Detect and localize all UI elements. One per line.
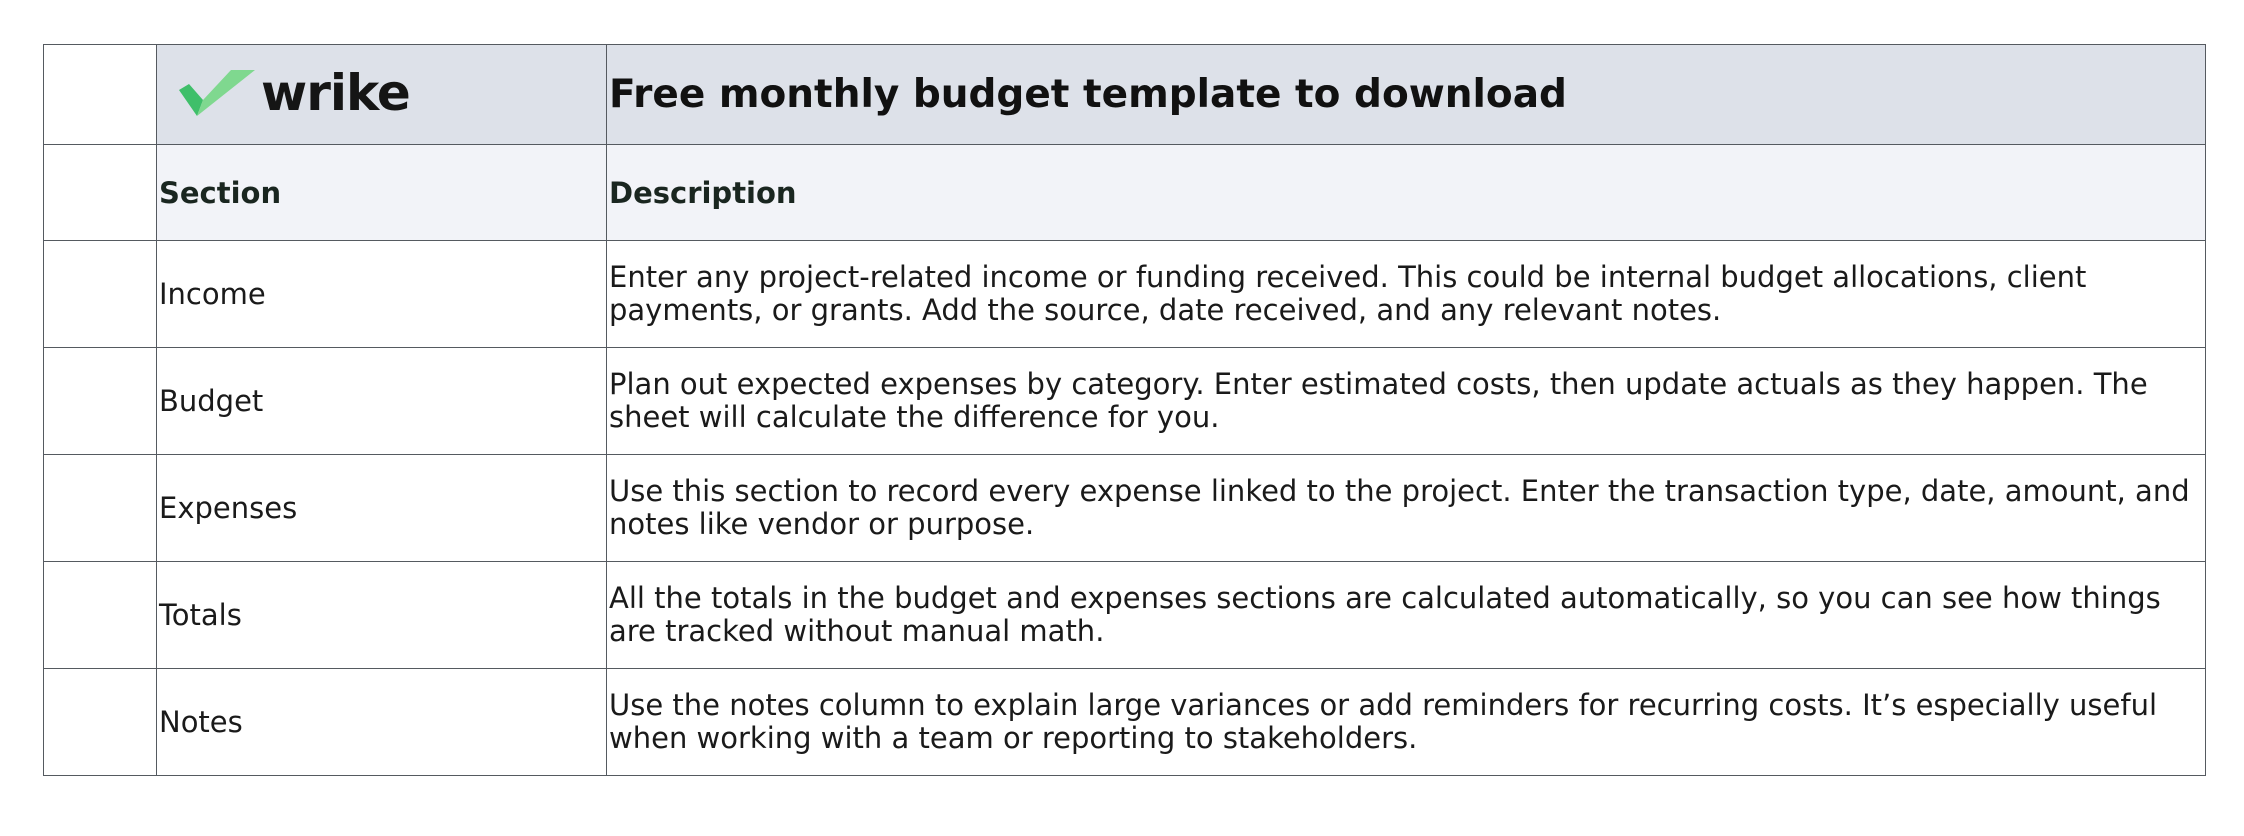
description-cell[interactable] [607, 562, 2206, 669]
title-cell[interactable] [607, 45, 2206, 145]
table-row [44, 241, 2206, 348]
section-name: Income [159, 277, 266, 311]
section-description: Use the notes column to explain large variances or add reminders for recurring costs. It’s especially useful when working with a team or reporting to stakeholders. [609, 688, 2158, 755]
page-title: Free monthly budget template to download [609, 72, 1567, 117]
section-description: Enter any project-related income or funding received. This could be internal budget allocations, client payments, or grants. Add the source, date received, and any relevant notes. [609, 260, 2087, 327]
row-gutter-cell[interactable] [44, 45, 157, 145]
section-cell[interactable] [157, 562, 607, 669]
budget-template-table [43, 44, 2206, 776]
column-header-description[interactable] [607, 145, 2206, 241]
section-name: Notes [159, 705, 243, 739]
section-cell[interactable] [157, 669, 607, 776]
description-cell[interactable] [607, 348, 2206, 455]
table-row [44, 348, 2206, 455]
section-description: All the totals in the budget and expenses sections are calculated automatically, so you can see how things are tracked without manual math. [609, 581, 2161, 648]
section-description: Plan out expected expenses by category. Enter estimated costs, then update actuals as they happen. The sheet will calculate the difference for you. [609, 367, 2148, 434]
row-gutter-cell[interactable] [44, 455, 157, 562]
section-description: Use this section to record every expense linked to the project. Enter the transaction type, date, amount, and notes like vendor or purpose. [609, 474, 2190, 541]
section-cell[interactable] [157, 241, 607, 348]
row-gutter-cell[interactable] [44, 145, 157, 241]
wrike-wordmark: wrike [261, 63, 410, 122]
row-gutter-cell[interactable] [44, 669, 157, 776]
table-row [44, 669, 2206, 776]
row-gutter-cell[interactable] [44, 348, 157, 455]
table-row [44, 455, 2206, 562]
row-gutter-cell[interactable] [44, 562, 157, 669]
section-cell[interactable] [157, 455, 607, 562]
description-cell[interactable] [607, 669, 2206, 776]
wrike-check-icon [179, 70, 255, 120]
header-row [44, 145, 2206, 241]
column-header-section[interactable] [157, 145, 607, 241]
section-name: Totals [159, 598, 242, 632]
section-cell[interactable] [157, 348, 607, 455]
table-row [44, 562, 2206, 669]
column-header-label: Description [609, 175, 797, 210]
column-header-label: Section [159, 175, 282, 210]
wrike-logo [159, 45, 606, 144]
description-cell[interactable] [607, 455, 2206, 562]
description-cell[interactable] [607, 241, 2206, 348]
section-name: Budget [159, 384, 264, 418]
row-gutter-cell[interactable] [44, 241, 157, 348]
section-name: Expenses [159, 491, 298, 525]
logo-cell[interactable] [157, 45, 607, 145]
title-row [44, 45, 2206, 145]
